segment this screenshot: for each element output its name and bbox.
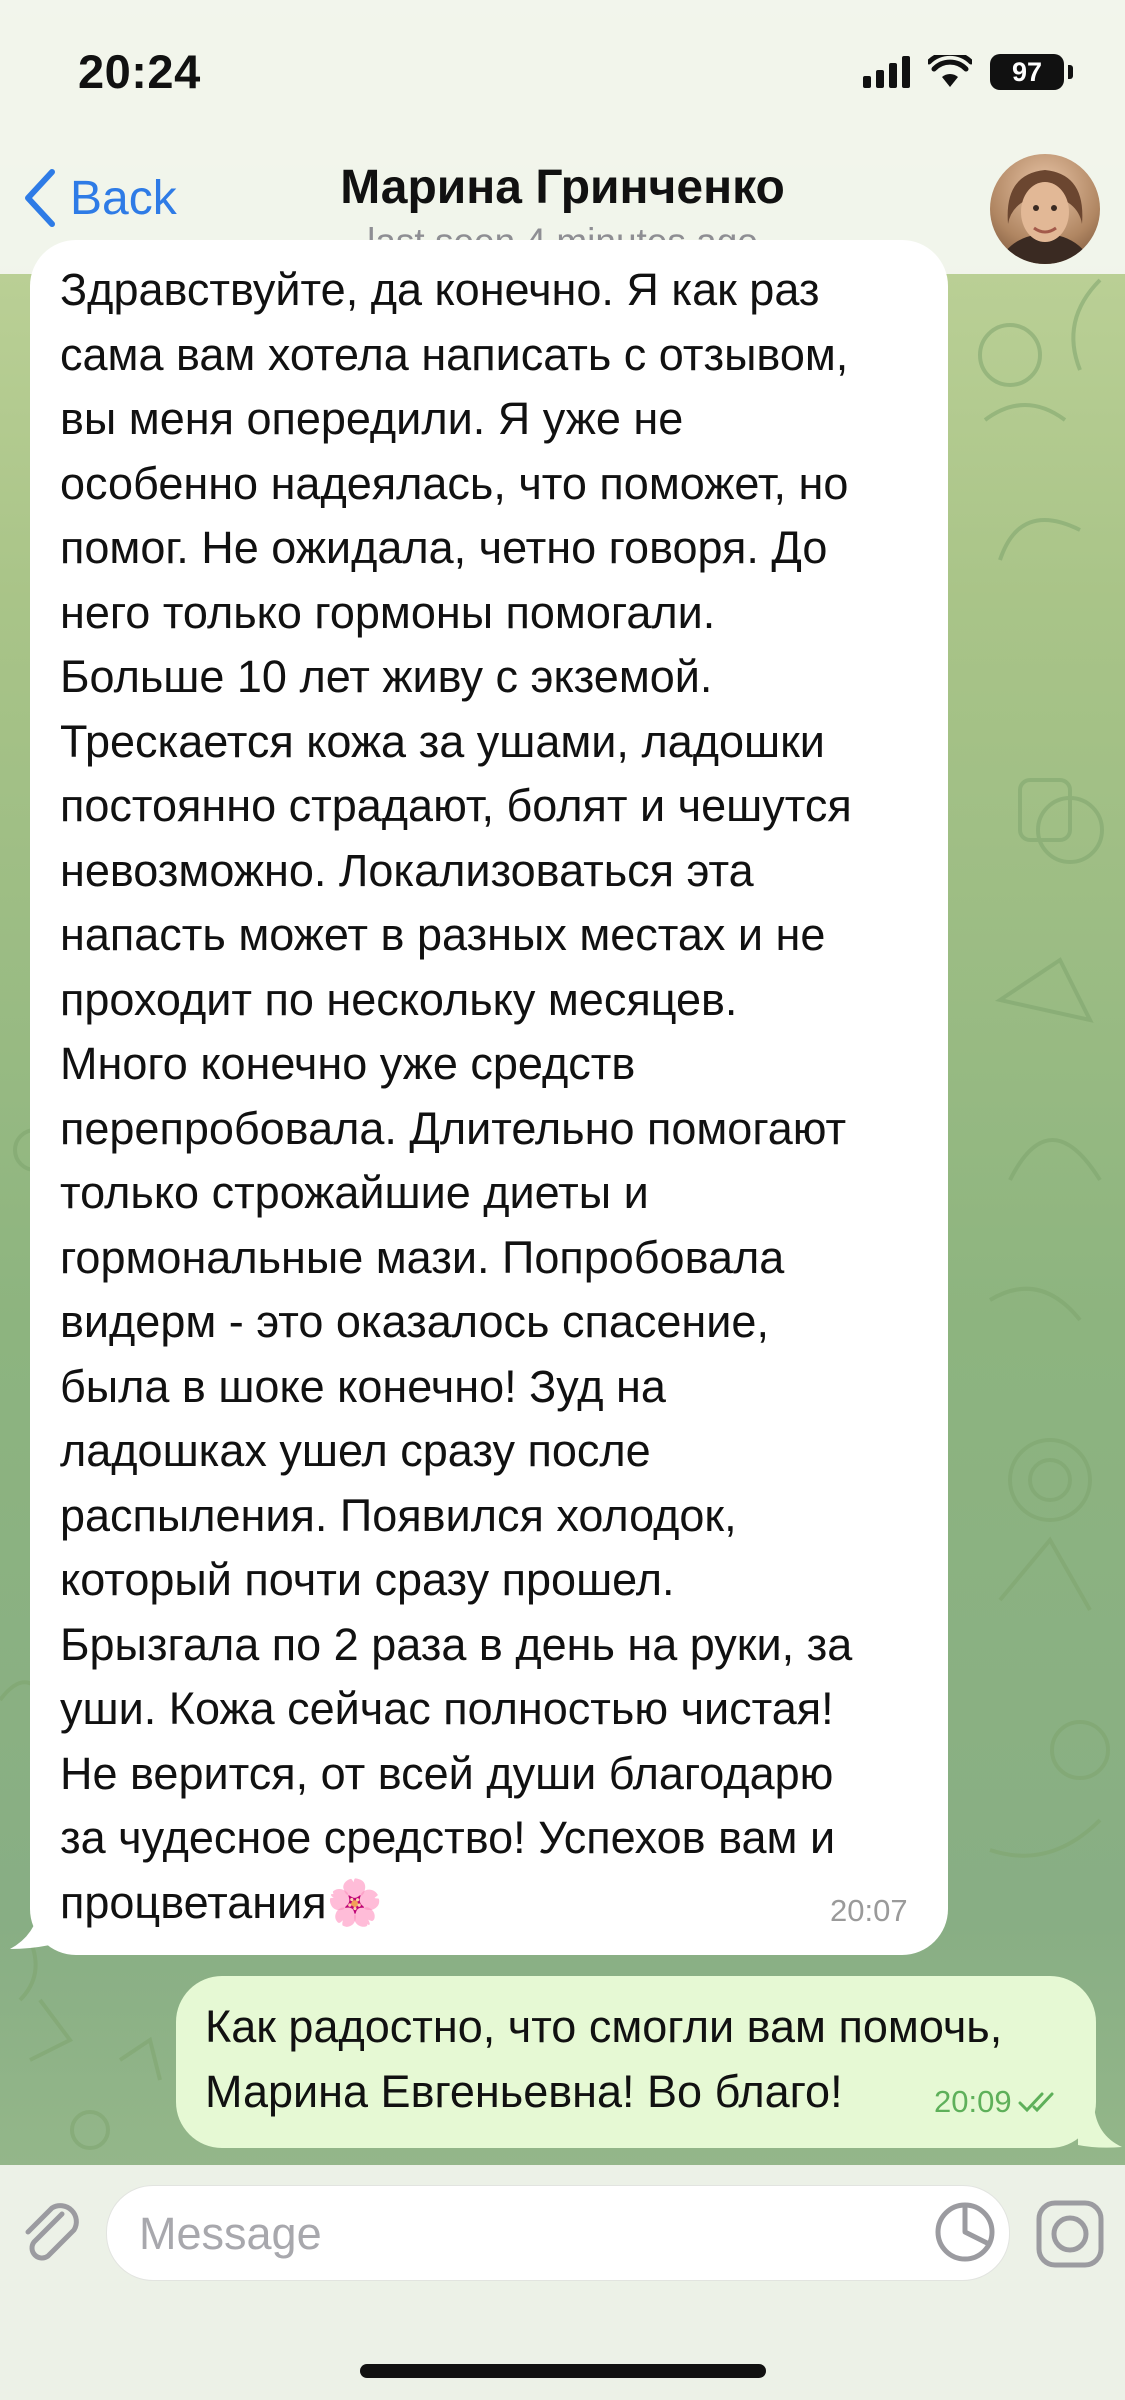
message-input-container[interactable]	[106, 2185, 1010, 2281]
double-check-icon	[1018, 2091, 1058, 2113]
home-indicator	[360, 2364, 766, 2378]
camera-icon[interactable]	[1034, 2198, 1106, 2270]
bubble-tail	[10, 1905, 60, 1955]
bubble-tail	[1078, 2105, 1124, 2151]
avatar-photo	[990, 154, 1100, 264]
battery-tip	[1068, 65, 1073, 79]
back-label: Back	[70, 171, 177, 225]
incoming-message-text: Здравствуйте, да конечно. Я как раз сама вам хотела написать с отзывом, вы меня опередили. Я уже не особенно надеялась, что поможет, но помог. Не ожидала, четно говоря. До него только гормоны помогали. Больше 10 лет живу с экземой. Трескается кожа за ушами, ладошки постоянно страдают, болят и чешутся невозможно. Локализоваться эта напасть может в разных местах и не проходит по нескольку месяцев. Много конечно уже средств перепробовала. Длительно помогают только строжайшие диеты и гормональные мази. Попробовала видерм - это оказалось спасение, была в шоке конечно! Зуд на ладошках ушел сразу после распыления. Появился холодок, который почти сразу прошел. Брызгала по 2 раза в день на руки, за уши. Кожа сейчас полностью чистая! Не верится, от всей души благодарю за чудесное средство! Успехов вам и процветания🌸	[60, 264, 853, 1928]
message-input[interactable]	[137, 2186, 921, 2282]
outgoing-message-time: 20:09	[934, 2084, 1012, 2119]
incoming-message-time: 20:07	[830, 1893, 908, 1928]
wifi-icon	[928, 55, 972, 89]
outgoing-message-text: Как радостно, что смогли вам помочь, Марина Евгеньевна! Во благо!	[205, 2001, 1003, 2117]
paperclip-icon[interactable]	[18, 2200, 84, 2270]
outgoing-message-meta	[934, 2084, 1058, 2120]
contact-name[interactable]: Марина Гринченко	[340, 161, 785, 214]
sticker-icon[interactable]	[933, 2200, 997, 2264]
battery-level: 97	[990, 54, 1064, 90]
status-time: 20:24	[78, 45, 201, 98]
status-icons	[863, 52, 1073, 92]
navigation-header	[0, 0, 1125, 274]
cellular-signal-icon	[863, 56, 910, 88]
contact-avatar[interactable]	[990, 154, 1100, 264]
